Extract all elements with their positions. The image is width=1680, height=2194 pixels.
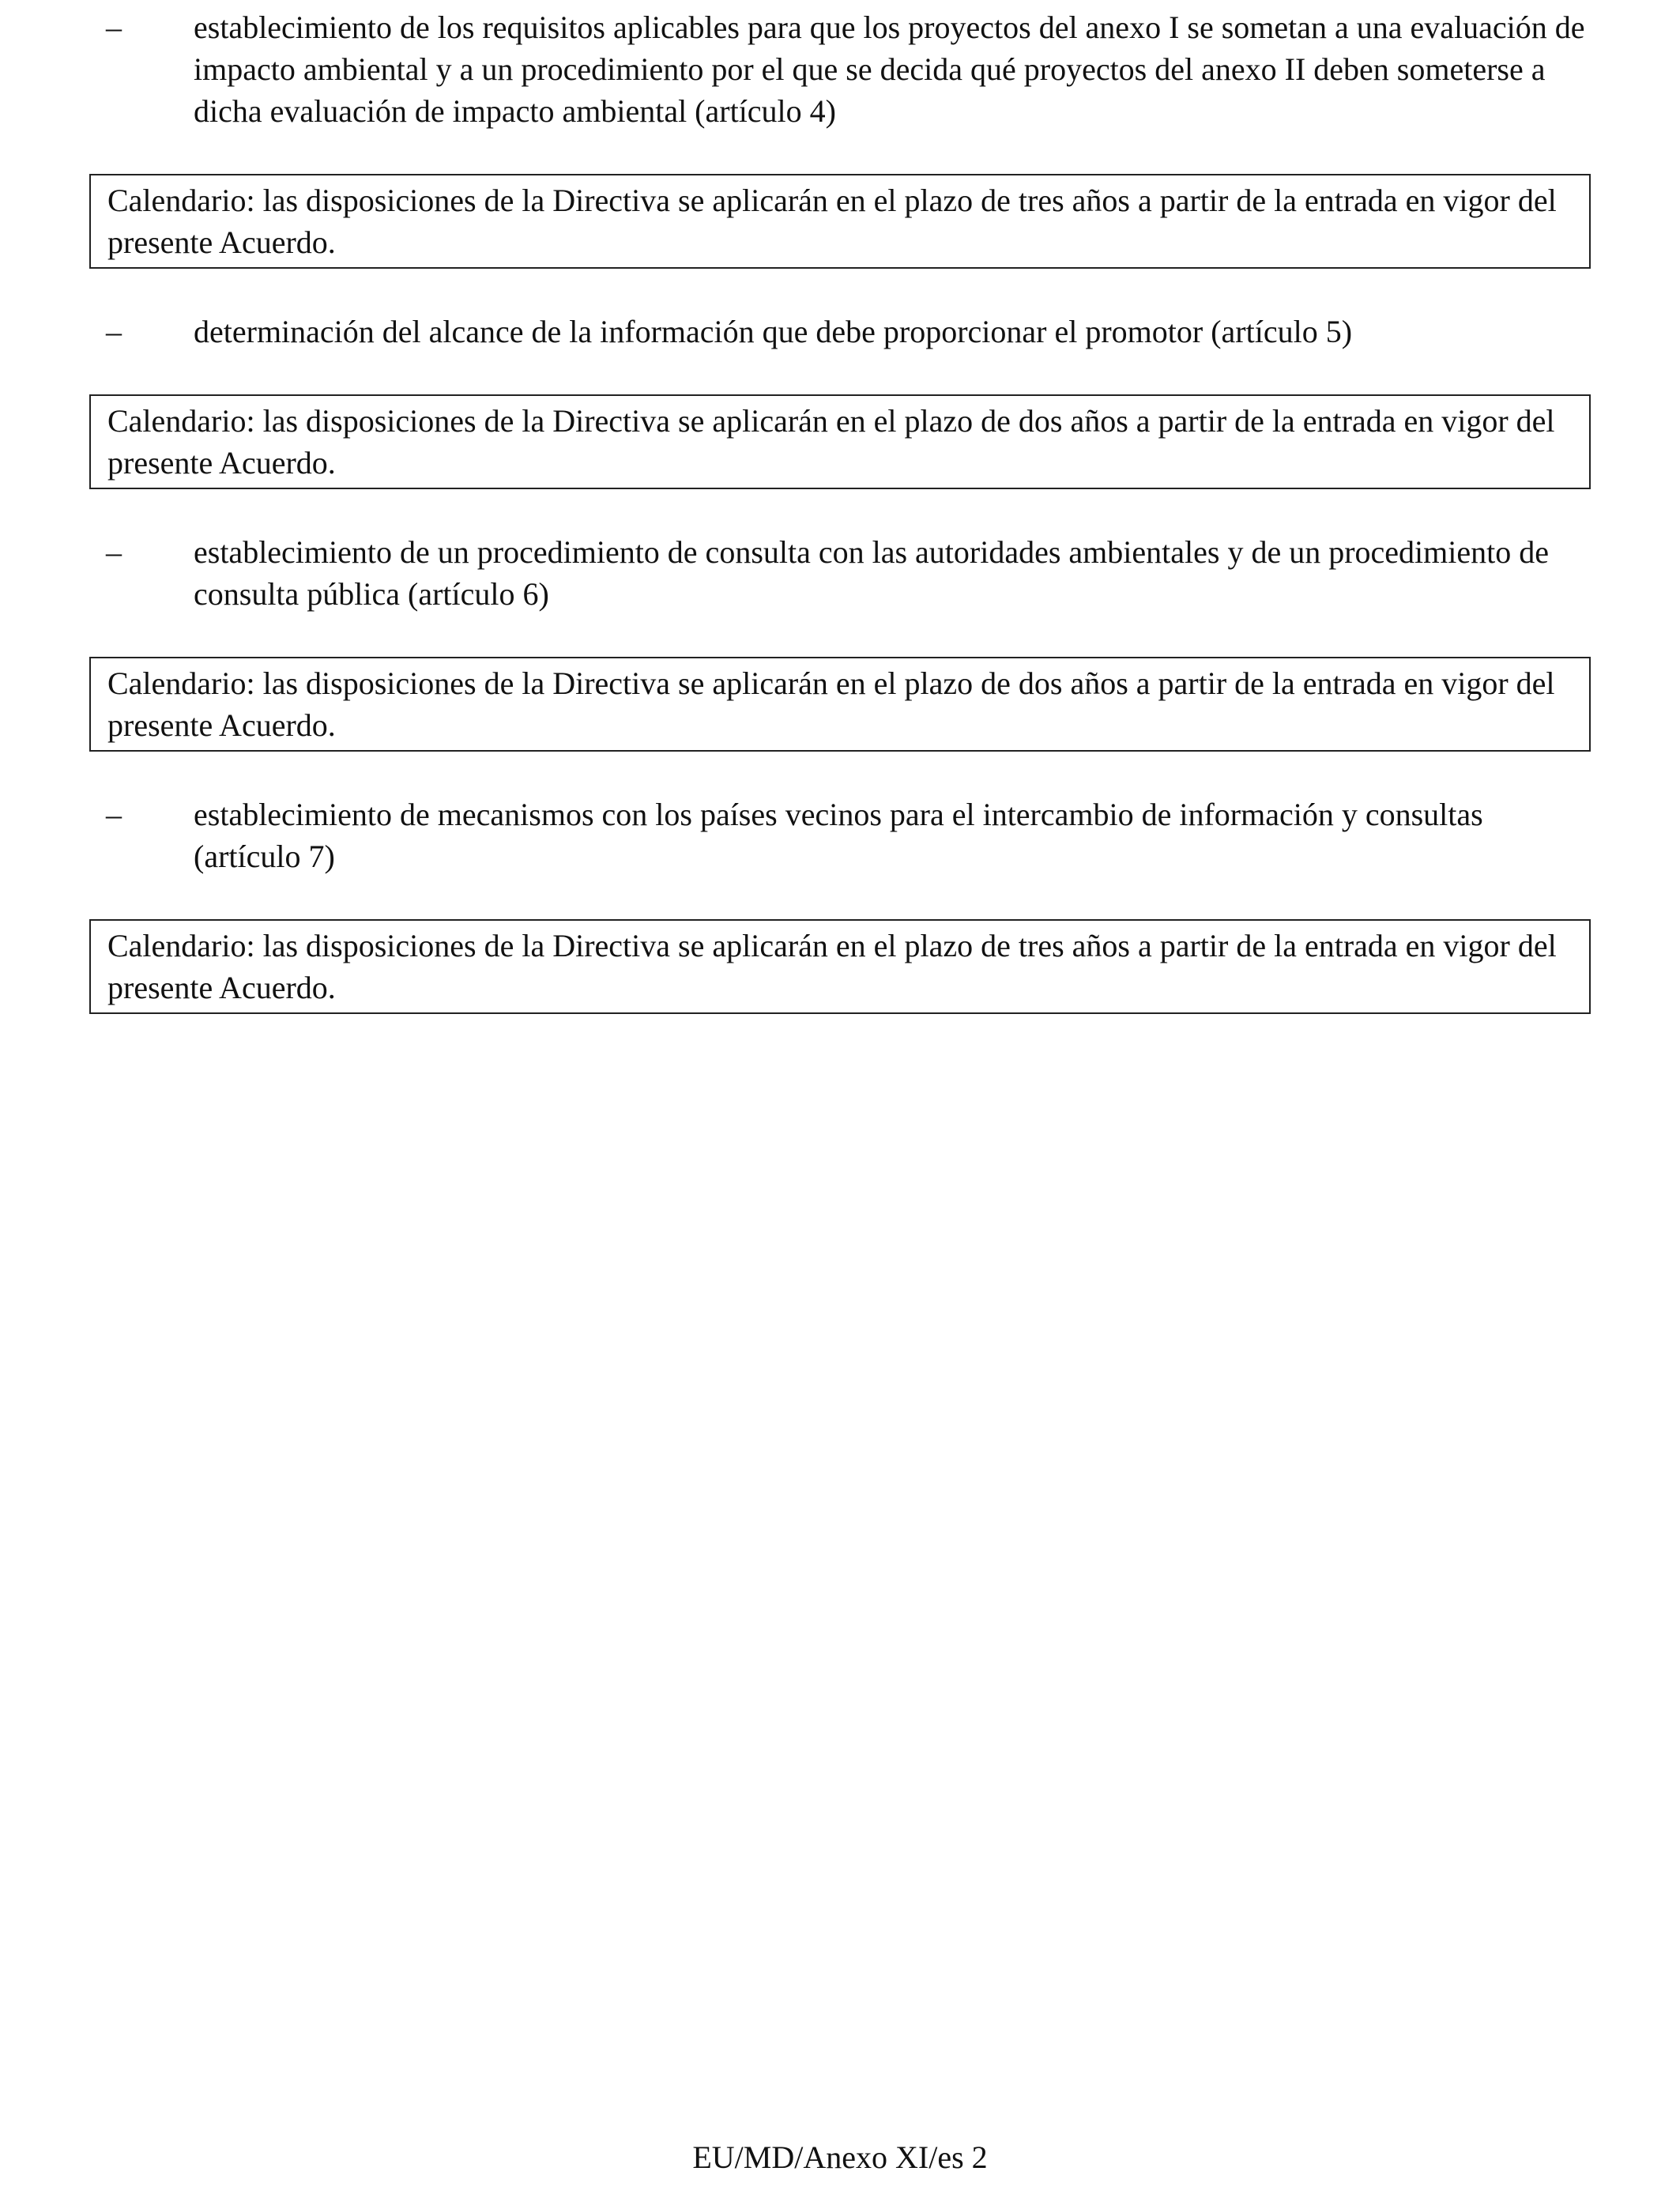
- list-item-article-4: [89, 6, 1591, 132]
- calendar-box: Calendario: las disposiciones de la Directiva se aplicarán en el plazo de dos años a partir de la entrada en vigor del presente Acuerdo.: [89, 394, 1591, 489]
- list-item-text: establecimiento de los requisitos aplicables para que los proyectos del anexo I se sometan a una evaluación de impacto ambiental y a un procedimiento por el que se decida qué proyectos del anexo II deben someterse a dicha evaluación de impacto ambiental (artículo 4): [194, 9, 1585, 129]
- list-item-article-5: [89, 311, 1591, 352]
- document-body: [89, 6, 1591, 1014]
- calendar-box: Calendario: las disposiciones de la Directiva se aplicarán en el plazo de tres años a partir de la entrada en vigor del presente Acuerdo.: [89, 919, 1591, 1014]
- dash-bullet: –: [106, 797, 122, 832]
- dash-bullet: –: [106, 534, 122, 570]
- list-item-article-7: [89, 794, 1591, 877]
- list-item-article-6: [89, 531, 1591, 615]
- page-footer: EU/MD/Anexo XI/es 2: [692, 2139, 988, 2175]
- calendar-box: Calendario: las disposiciones de la Directiva se aplicarán en el plazo de tres años a partir de la entrada en vigor del presente Acuerdo.: [89, 174, 1591, 269]
- list-item-text: establecimiento de mecanismos con los países vecinos para el intercambio de información y consultas (artículo 7): [194, 797, 1483, 874]
- dash-bullet: –: [106, 314, 122, 349]
- calendar-box: Calendario: las disposiciones de la Directiva se aplicarán en el plazo de dos años a partir de la entrada en vigor del presente Acuerdo.: [89, 657, 1591, 752]
- list-item-text: establecimiento de un procedimiento de consulta con las autoridades ambientales y de un procedimiento de consulta pública (artículo 6): [194, 534, 1549, 612]
- dash-bullet: –: [106, 9, 122, 45]
- list-item-text: determinación del alcance de la información que debe proporcionar el promotor (artículo 5): [194, 314, 1353, 349]
